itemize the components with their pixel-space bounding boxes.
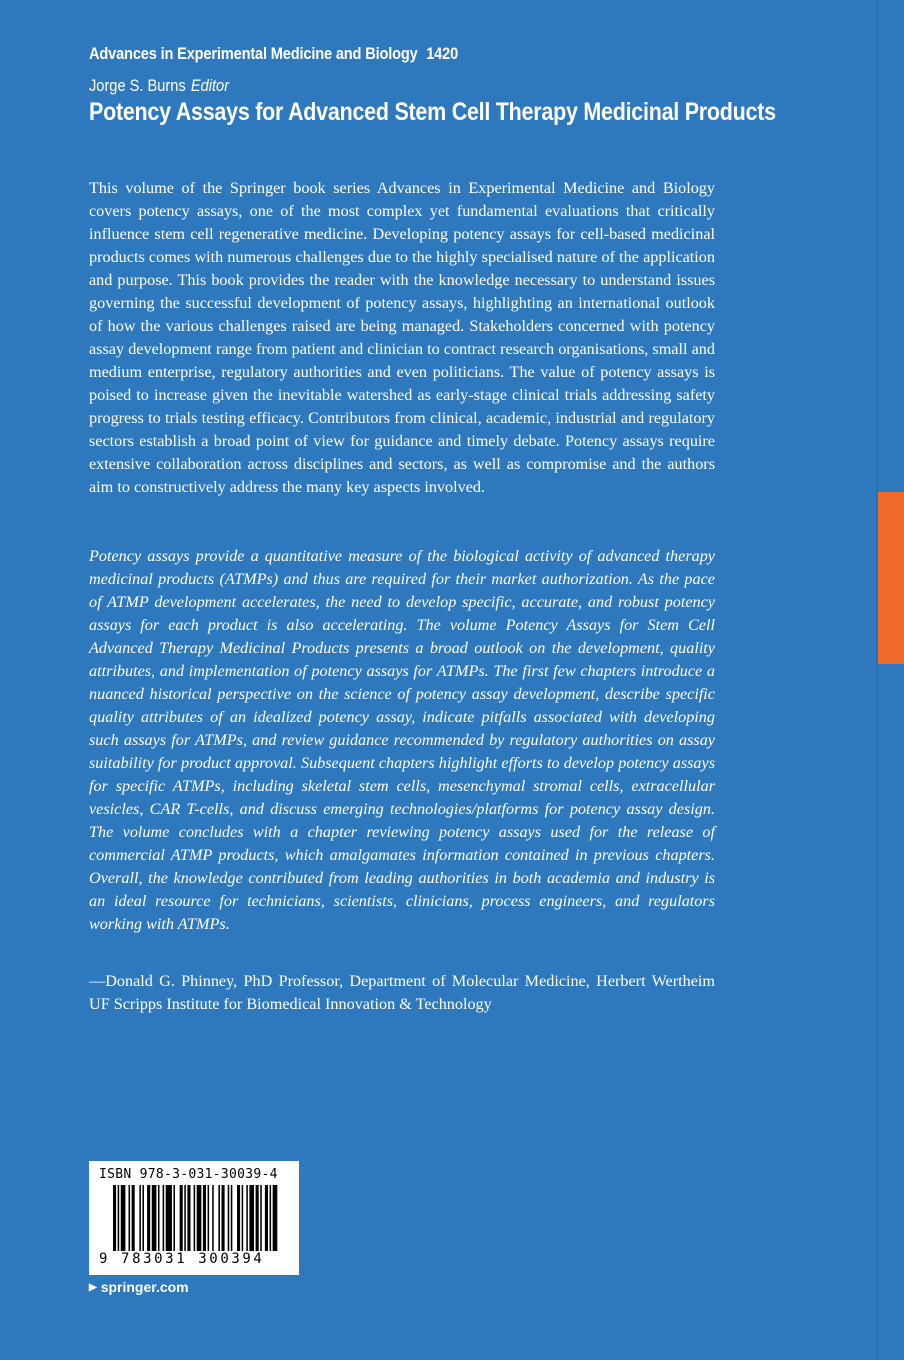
isbn-digits: 9 783031 300394: [99, 1251, 265, 1267]
barcode-bar: [173, 1185, 175, 1251]
series-volume: 1420: [426, 44, 459, 63]
barcode-bar: [147, 1185, 150, 1251]
barcode-bar: [142, 1185, 144, 1251]
book-title: Potency Assays for Advanced Stem Cell Therapy Medicinal Products: [89, 98, 776, 126]
barcode-bar: [158, 1185, 160, 1251]
barcode-bar: [212, 1185, 214, 1251]
barcode-bar: [265, 1185, 268, 1251]
barcode-bar: [187, 1185, 190, 1251]
barcode-bar: [208, 1185, 210, 1251]
barcode-bar: [270, 1185, 272, 1251]
barcode-bar: [231, 1185, 233, 1251]
barcode-bar: [203, 1185, 206, 1251]
barcode-bar: [113, 1185, 116, 1251]
editor-role: Editor: [190, 76, 230, 95]
barcode-bar: [163, 1185, 165, 1251]
barcode-bar: [228, 1185, 230, 1251]
barcode-bar: [249, 1185, 254, 1251]
barcode-bar: [260, 1185, 262, 1251]
barcode-bar: [166, 1185, 172, 1251]
editor-name: Jorge S. Burns: [89, 76, 186, 95]
triangle-right-icon: ▶: [89, 1281, 97, 1293]
book-description: This volume of the Springer book series Advances in Experimental Medicine and Biology covers potency assays, one of the most complex yet fundamental evaluations that critically influence stem cell regenerative medicine. Developing potency assays for cell-based medicinal products comes with numerous challenges due to the highly specialised nature of the application and purpose. This book provides the reader with the knowledge necessary to understand issues governing the successful development of potency assays, highlighting an international outlook of how the various challenges raised are being managed. Stakeholders concerned with potency assay development range from patient and clinician to contract research organisations, small and medium enterprise, regulatory authorities and even politicians. The value of potency assays is poised to increase given the inevitable watershed as early-stage clinical trials addressing safety progress to trials testing efficacy. Contributors from clinical, academic, industrial and regulatory sectors establish a broad point of view for guidance and timely debate. Potency assays require extensive collaboration across disciplines and sectors, as well as compromise and the authors aim to constructively address the many key aspects involved.: [89, 179, 715, 496]
barcode: [113, 1185, 279, 1253]
barcode-bar: [129, 1185, 131, 1251]
barcode-bar: [139, 1185, 141, 1251]
series-name: Advances in Experimental Medicine and Biology: [89, 44, 418, 63]
series-line: [89, 44, 657, 64]
isbn-label: ISBN 978-3-031-30039-4: [99, 1167, 278, 1182]
barcode-bar: [180, 1185, 183, 1251]
barcode-bar: [197, 1185, 202, 1251]
publisher-website[interactable]: [89, 1279, 189, 1295]
barcode-bar: [246, 1185, 248, 1251]
barcode-bar: [237, 1185, 240, 1251]
barcode-bar: [132, 1185, 135, 1251]
website-label: springer.com: [100, 1279, 189, 1295]
spine-edge: [876, 0, 878, 1360]
editor-line: [89, 76, 657, 96]
barcode-bar: [121, 1185, 126, 1251]
isbn-barcode-box: [89, 1161, 299, 1275]
barcode-bar: [218, 1185, 220, 1251]
barcode-bar: [194, 1185, 196, 1251]
barcode-bar: [273, 1185, 278, 1251]
barcode-bar: [256, 1185, 259, 1251]
barcode-bar: [242, 1185, 244, 1251]
barcode-bar: [118, 1185, 120, 1251]
spine-accent-tab: [878, 492, 904, 664]
barcode-bar: [152, 1185, 157, 1251]
endorsement-quote: Potency assays provide a quantitative measure of the biological activity of advanced therapy medicinal products (ATMPs) and thus are required for their market authorization. As the pace of ATMP development accelerates, the need to develop specific, accurate, and robust potency assays for each product is also accelerating. The volume Potency Assays for Stem Cell Advanced Therapy Medicinal Products presents a broad outlook on the development, quality attributes, and implementation of potency assays for ATMPs. The first few chapters introduce a nuanced historical perspective on the science of potency assay development, describe specific quality attributes of an idealized potency assay, indicate pitfalls associated with developing such assays for ATMPs, and review guidance recommended by regulatory authorities on assay suitability for product approval. Subsequent chapters highlight efforts to develop potency assays for specific ATMPs, including skeletal stem cells, mesenchymal stromal cells, extracellular vesicles, CAR T-cells, and discuss emerging technologies/platforms for potency assay design. The volume concludes with a chapter reviewing potency assays used for the release of commercial ATMP products, which amalgamates information contained in previous chapters. Overall, the knowledge contributed from leading authorities in both academia and industry is an ideal resource for technicians, scientists, clinicians, process engineers, and regulators working with ATMPs.: [89, 547, 715, 933]
barcode-bar: [222, 1185, 225, 1251]
endorsement-attribution: —Donald G. Phinney, PhD Professor, Department of Molecular Medicine, Herbert Wertheim UF Scripps Institute for Biomedical Innovation & Technology: [89, 972, 715, 1013]
cover-header: [89, 44, 776, 127]
barcode-bar: [184, 1185, 186, 1251]
